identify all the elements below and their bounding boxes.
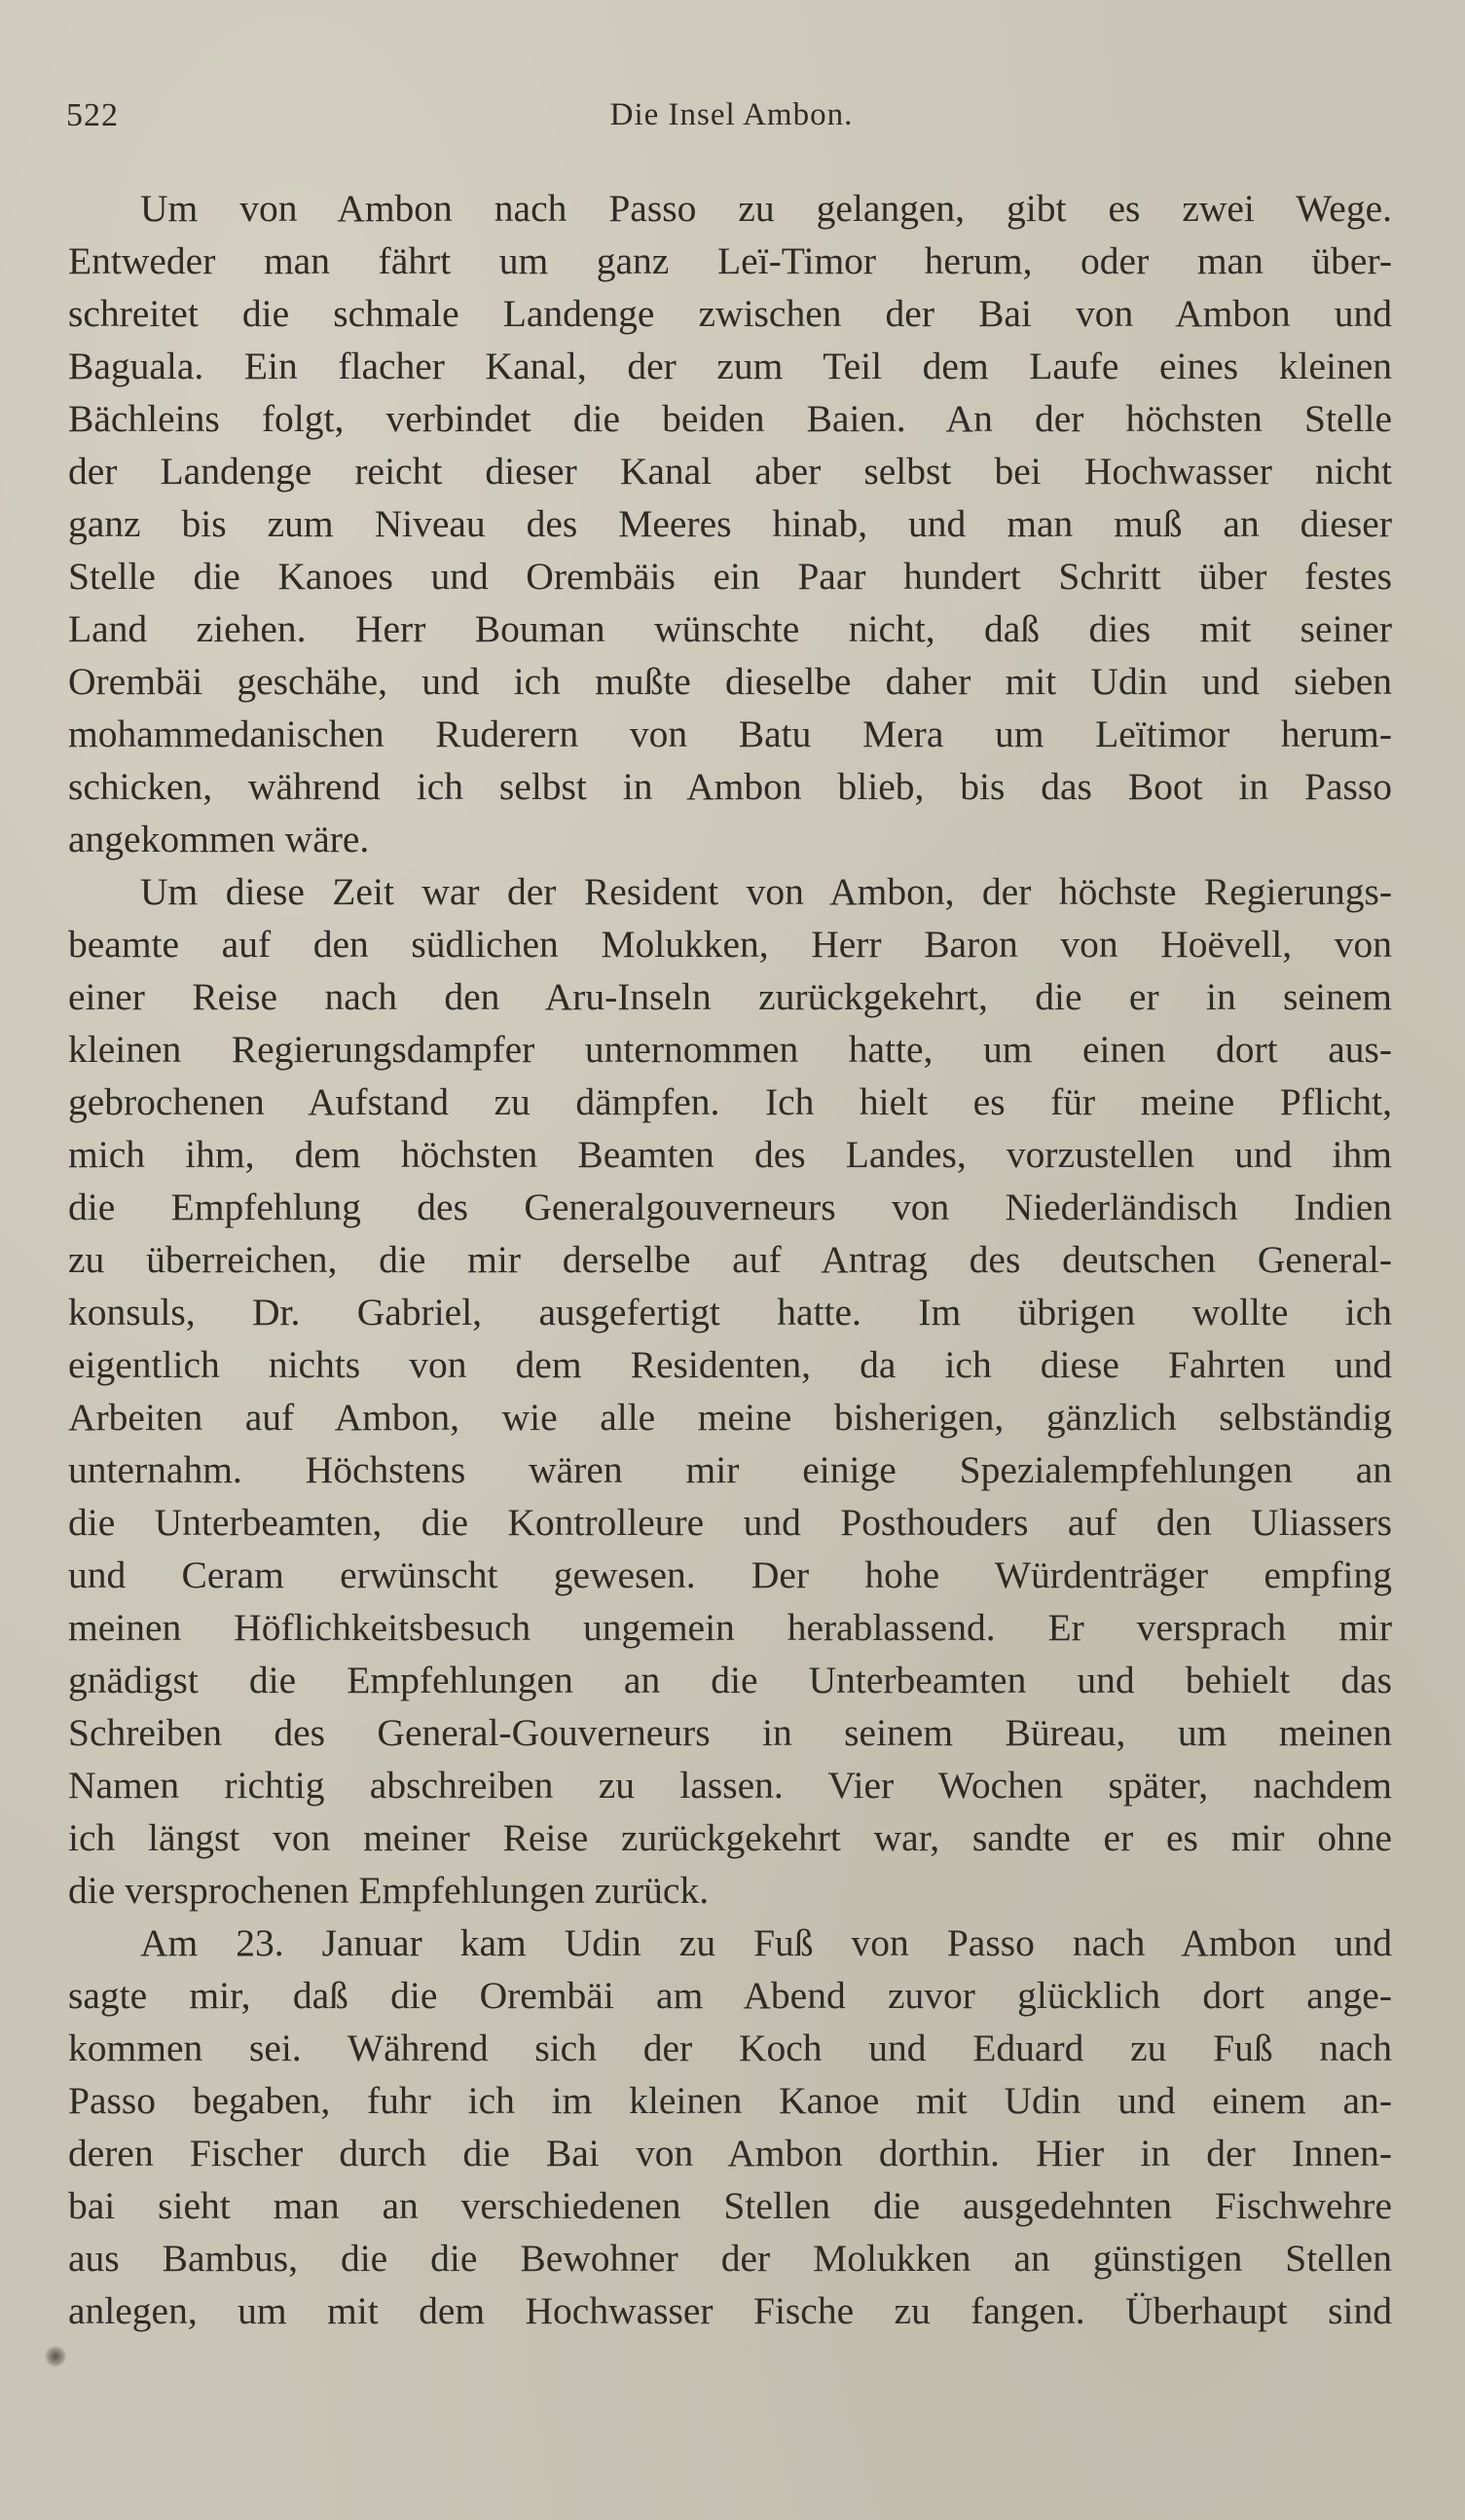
text-line: deren Fischer durch die Bai von Ambon dorthin. Hier in der Innen- (68, 2132, 1392, 2174)
text-line: gnädigst die Empfehlungen an die Unterbeamten und behielt das (68, 1659, 1392, 1701)
text-line: Stelle die Kanoes und Orembäis ein Paar hundert Schritt über festes (68, 555, 1392, 598)
text-line: Land ziehen. Herr Bouman wünschte nicht, daß dies mit seiner (68, 607, 1392, 650)
text-line: Um diese Zeit war der Resident von Ambon, der höchste Regierungs- (140, 870, 1392, 913)
text-line: der Landenge reicht dieser Kanal aber selbst bei Hochwasser nicht (68, 450, 1392, 493)
text-line: Arbeiten auf Ambon, wie alle meine bisherigen, gänzlich selbständig (68, 1396, 1392, 1439)
text-line: unternahm. Höchstens wären mir einige Spezialempfehlungen an (68, 1448, 1392, 1491)
text-line: Bächleins folgt, verbindet die beiden Baien. An der höchsten Stelle (68, 397, 1392, 440)
text-line: die Empfehlung des Generalgouverneurs von Niederländisch Indien (68, 1186, 1392, 1228)
text-line: Passo begaben, fuhr ich im kleinen Kanoe mit Udin und einem an- (68, 2079, 1392, 2122)
text-line: mich ihm, dem höchsten Beamten des Landes, vorzustellen und ihm (68, 1133, 1392, 1176)
text-line: Entweder man fährt um ganz Leï-Timor herum, oder man über- (68, 239, 1392, 282)
page-header (66, 97, 1397, 136)
text-line: aus Bambus, die die Bewohner der Molukken an günstigen Stellen (68, 2237, 1392, 2280)
text-line: Namen richtig abschreiben zu lassen. Vier Wochen später, nachdem (68, 1764, 1392, 1807)
text-line: Baguala. Ein flacher Kanal, der zum Teil dem Laufe eines kleinen (68, 345, 1392, 387)
running-title: Die Insel Ambon. (609, 97, 854, 132)
text-line: sagte mir, daß die Orembäi am Abend zuvor glücklich dort ange- (68, 1974, 1392, 2017)
text-line: und Ceram erwünscht gewesen. Der hohe Würdenträger empfing (68, 1553, 1392, 1596)
text-line: zu überreichen, die mir derselbe auf Antrag des deutschen General- (68, 1238, 1392, 1281)
text-line: Orembäi geschähe, und ich mußte dieselbe daher mit Udin und sieben (68, 660, 1392, 703)
text-line: einer Reise nach den Aru-Inseln zurückgekehrt, die er in seinem (68, 975, 1392, 1018)
text-line: bai sieht man an verschiedenen Stellen die ausgedehnten Fischwehre (68, 2184, 1392, 2227)
text-line: konsuls, Dr. Gabriel, ausgefertigt hatte. Im übrigen wollte ich (68, 1291, 1392, 1333)
text-line: schicken, während ich selbst in Ambon blieb, bis das Boot in Passo (68, 765, 1392, 808)
text-line: eigentlich nichts von dem Residenten, da ich diese Fahrten und (68, 1343, 1392, 1386)
body-text (68, 182, 1392, 2337)
text-line: gebrochenen Aufstand zu dämpfen. Ich hielt es für meine Pflicht, (68, 1080, 1392, 1123)
text-line: schreitet die schmale Landenge zwischen der Bai von Ambon und (68, 292, 1392, 335)
text-line: kleinen Regierungsdampfer unternommen hatte, um einen dort aus- (68, 1028, 1392, 1071)
text-line: ich längst von meiner Reise zurückgekehrt war, sandte er es mir ohne (68, 1816, 1392, 1859)
text-line: Am 23. Januar kam Udin zu Fuß von Passo nach Ambon und (140, 1921, 1392, 1964)
text-line: mohammedanischen Ruderern von Batu Mera um Leïtimor herum- (68, 712, 1392, 755)
text-line: anlegen, um mit dem Hochwasser Fische zu fangen. Überhaupt sind (68, 2289, 1392, 2332)
text-line: Schreiben des General-Gouverneurs in seinem Büreau, um meinen (68, 1711, 1392, 1754)
text-line: meinen Höflichkeitsbesuch ungemein herablassend. Er versprach mir (68, 1606, 1392, 1649)
text-line: kommen sei. Während sich der Koch und Eduard zu Fuß nach (68, 2027, 1392, 2069)
page-number: 522 (66, 97, 119, 133)
text-line: angekommen wäre. (68, 818, 370, 860)
text-line: Um von Ambon nach Passo zu gelangen, gibt es zwei Wege. (140, 187, 1392, 230)
text-line: die Unterbeamten, die Kontrolleure und Posthouders auf den Uliassers (68, 1501, 1392, 1544)
text-line: ganz bis zum Niveau des Meeres hinab, und man muß an dieser (68, 502, 1392, 545)
text-line: die versprochenen Empfehlungen zurück. (68, 1869, 710, 1912)
text-line: beamte auf den südlichen Molukken, Herr Baron von Hoëvell, von (68, 923, 1392, 966)
ink-smudge (45, 2346, 66, 2367)
